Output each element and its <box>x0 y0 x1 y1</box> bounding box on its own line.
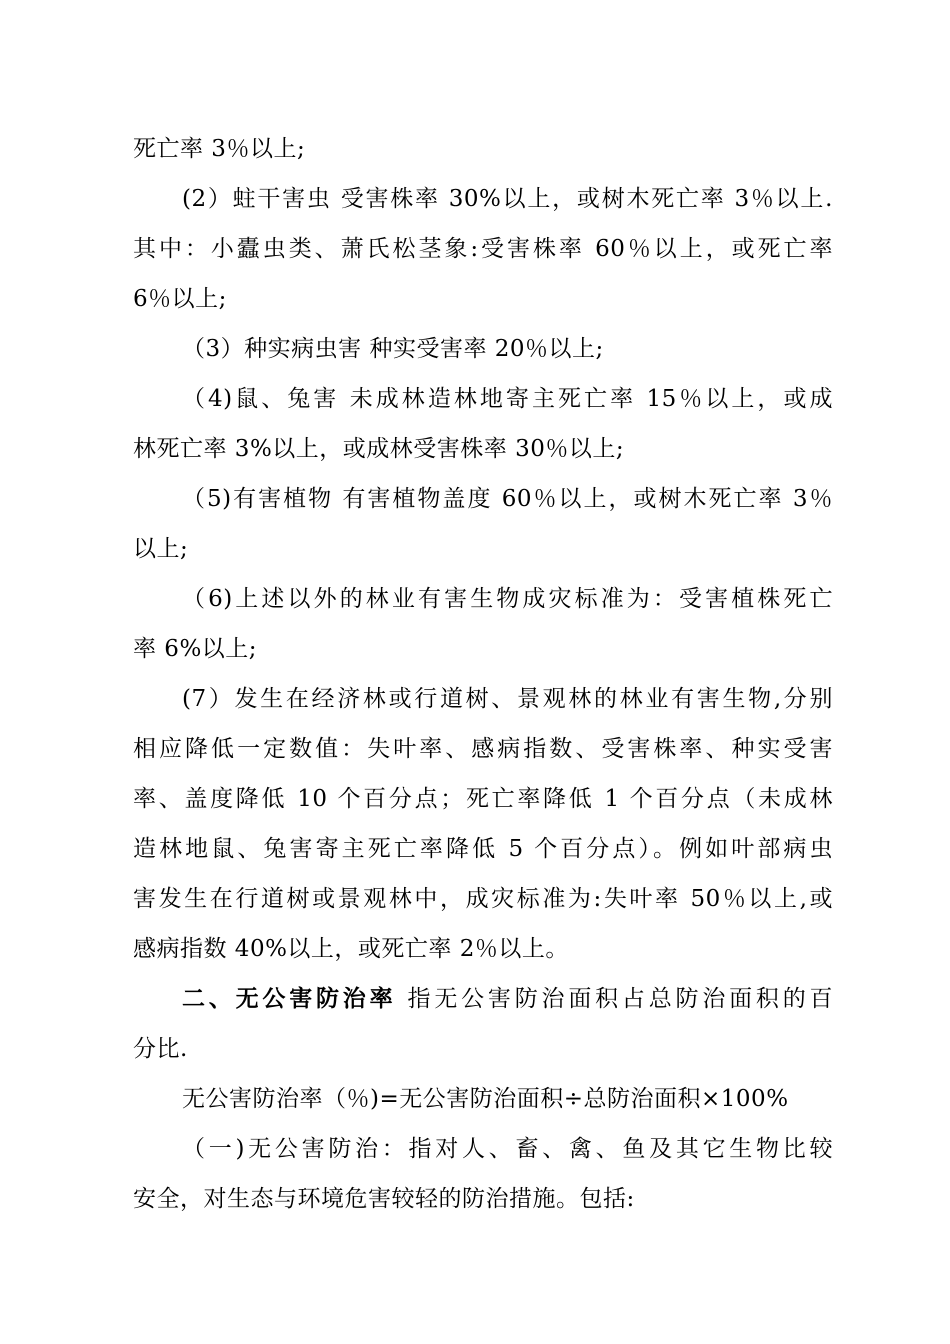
text-line: 安全，对生态与环境危害较轻的防治措施。包括: <box>133 1186 635 1212</box>
text-line: (7）发生在经济林或行道树、景观林的林业有害生物,分别 <box>182 686 833 712</box>
text-line: 感病指数 40%以上，或死亡率 2％以上。 <box>133 936 569 962</box>
text-line: 害发生在行道树或景观林中，成灾标准为:失叶率 50％以上,或 <box>133 886 833 912</box>
formula-line: 无公害防治率（％)=无公害防治面积÷总防治面积×100% <box>182 1086 789 1112</box>
section-heading-line <box>182 984 833 1014</box>
section-heading: 二、无公害防治率 <box>182 986 397 1012</box>
text-line: 其中：小蠹虫类、萧氏松茎象:受害株率 60％以上，或死亡率 <box>133 236 833 262</box>
section-heading-text: 指无公害防治面积占总防治面积的百 <box>407 986 834 1012</box>
text-line: 造林地鼠、兔害寄主死亡率降低 5 个百分点）。例如叶部病虫 <box>133 836 833 862</box>
text-line: 以上; <box>133 536 189 562</box>
text-line: 死亡率 3％以上; <box>133 136 306 162</box>
text-line: 相应降低一定数值：失叶率、感病指数、受害株率、种实受害 <box>133 736 833 762</box>
text-line: 率 6%以上; <box>133 636 258 662</box>
text-line: （6)上述以外的林业有害生物成灾标准为：受害植株死亡 <box>182 586 833 612</box>
text-line: 林死亡率 3%以上，或成林受害株率 30％以上; <box>133 436 625 462</box>
text-line: （一)无公害防治：指对人、畜、禽、鱼及其它生物比较 <box>182 1136 833 1162</box>
text-line: （3）种实病虫害 种实受害率 20％以上; <box>182 336 604 362</box>
text-line: （5)有害植物 有害植物盖度 60％以上，或树木死亡率 3％ <box>182 486 833 512</box>
text-line: 分比. <box>133 1036 188 1062</box>
text-line: （4)鼠、兔害 未成林造林地寄主死亡率 15％以上，或成 <box>182 386 833 412</box>
text-line: (2）蛀干害虫 受害株率 30%以上，或树木死亡率 3％以上. <box>182 186 833 212</box>
text-line: 6％以上; <box>133 286 227 312</box>
text-line: 率、盖度降低 10 个百分点；死亡率降低 1 个百分点（未成林 <box>133 786 833 812</box>
